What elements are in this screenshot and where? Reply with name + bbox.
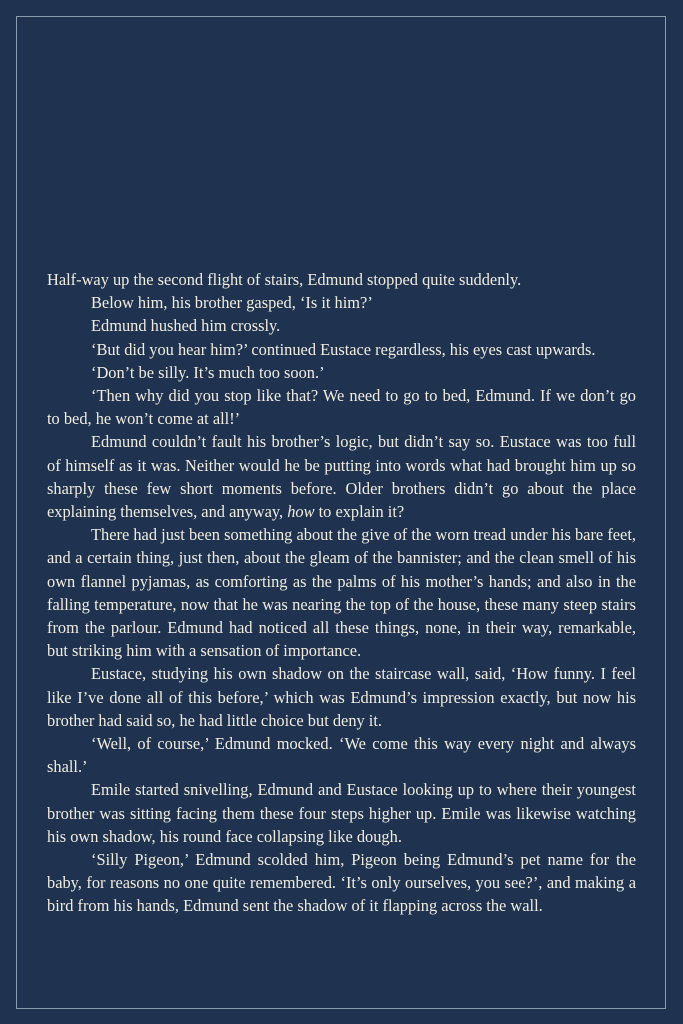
- paragraph-7-after: to explain it?: [314, 502, 405, 522]
- paragraph-11: Emile started snivelling, Edmund and Eustace looking up to where their youngest brother was sitting facing them these four steps higher up. Emile was likewise watching his own shadow, his round face collapsing like dough.: [47, 780, 636, 846]
- paragraph-1: Half-way up the second flight of stairs, Edmund stopped quite suddenly.: [47, 270, 522, 289]
- paragraph-3: Edmund hushed him crossly.: [91, 316, 281, 336]
- paragraph-5: ‘Don’t be silly. It’s much too soon.’: [91, 362, 325, 382]
- paragraph-12: ‘Silly Pigeon,’ Edmund scolded him, Pigeon being Edmund’s pet name for the baby, for reasons no one quite remembered. ‘It’s only ourselves, you see?’, and making a bird from his hands, Edmund sent the shadow of it flapping across the wall.: [47, 850, 636, 916]
- paragraph-7-emphasis: how: [287, 502, 315, 522]
- paragraph-10: ‘Well, of course,’ Edmund mocked. ‘We come this way every night and always shall.’: [47, 734, 636, 777]
- paragraph-2: Below him, his brother gasped, ‘Is it him?’: [91, 293, 373, 313]
- paragraph-4: ‘But did you hear him?’ continued Eustace regardless, his eyes cast upwards.: [91, 339, 596, 359]
- paragraph-6: ‘Then why did you stop like that? We need to go to bed, Edmund. If we don’t go to bed, he won’t come at all!’: [47, 386, 636, 429]
- paragraph-8: There had just been something about the give of the worn tread under his bare feet, and a certain thing, just then, about the gleam of the bannister; and the clean smell of his own flannel pyjamas, as comforting as the palms of his mother’s hands; and also in the falling temperature, now that he was nearing the top of the house, these many steep stairs from the parlour. Edmund had noticed all these things, none, in their way, remarkable, but striking him with a sensation of importance.: [47, 525, 636, 661]
- paragraph-7: [47, 430, 636, 523]
- story-text: [47, 268, 636, 918]
- paragraph-7-before: Edmund couldn’t fault his brother’s logic, but didn’t say so. Eustace was too full of himself as it was. Neither would he be putting into words what had brought him up so sharply these few short moments before. Older brothers didn’t go about the place explaining themselves, and anyway,: [47, 432, 636, 522]
- paragraph-9: Eustace, studying his own shadow on the staircase wall, said, ‘How funny. I feel like I’ve done all of this before,’ which was Edmund’s impression exactly, but now his brother had said so, he had little choice but deny it.: [47, 664, 636, 730]
